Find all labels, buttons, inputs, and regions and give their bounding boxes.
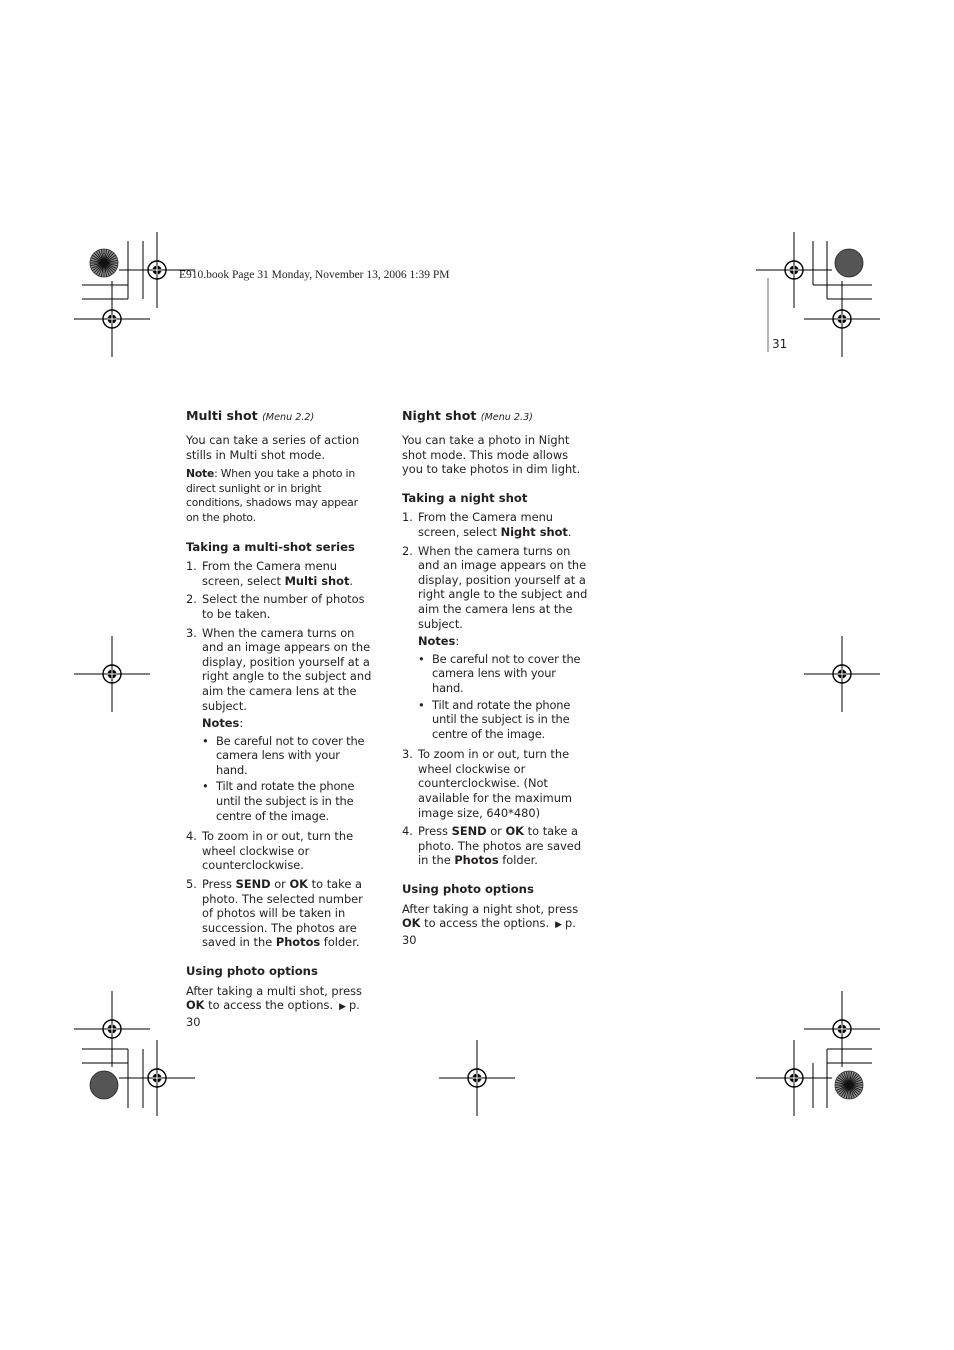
- step-number: 3.: [402, 747, 413, 762]
- note-label: Note: [186, 467, 215, 481]
- bullet-list: [202, 734, 372, 824]
- bullet-dot: •: [202, 779, 209, 794]
- taking-heading: Taking a night shot: [402, 490, 528, 505]
- bullet-item: • Be careful not to cover the camera lens with your hand.: [418, 651, 581, 695]
- print-header: E910.book Page 31 Monday, November 13, 2006 1:39 PM: [179, 269, 450, 281]
- bullet-item: • Be careful not to cover the camera lens with your hand.: [202, 733, 365, 777]
- step-number: 5.: [186, 877, 197, 892]
- left-column: [186, 408, 372, 1034]
- step-text: To zoom in or out, turn the wheel clockwise or counterclockwise. (Not available for the maximum image size, 640*480): [418, 747, 573, 820]
- step-text: Press SEND or OK to take a photo. The photos are saved in the Photos folder.: [418, 824, 582, 868]
- section-title: [402, 408, 588, 426]
- step-text: When the camera turns on and an image appears on the display, position yourself at a right angle to the subject and aim the camera lens at the subject. Notes: • Be careful not to cover the camera lens with your hand. • Tilt and rotate the phone until the subject is in the centre of the image.: [202, 625, 372, 823]
- bullet-dot: •: [202, 733, 209, 748]
- step-text: When the camera turns on and an image appears on the display, position yourself at a right angle to the subject and aim the camera lens at the subject. Notes: • Be careful not to cover the camera lens with your hand. • Tilt and rotate the phone until the subject is in the centre of the image.: [418, 543, 588, 741]
- step-text: From the Camera menu screen, select Multi shot.: [202, 559, 354, 588]
- step-text: To zoom in or out, turn the wheel clockwise or counterclockwise.: [202, 829, 354, 873]
- step-text: Select the number of photos to be taken.: [202, 592, 365, 621]
- section-title-text: Night shot: [402, 408, 477, 423]
- section-title-text: Multi shot: [186, 408, 258, 423]
- options-paragraph: After taking a night shot, press OK to access the options. ▶ p. 30: [402, 901, 579, 947]
- options-paragraph: After taking a multi shot, press OK to access the options. ▶ p. 30: [186, 983, 362, 1029]
- intro-paragraph: You can take a photo in Night shot mode. This mode allows you to take photos in dim light.: [402, 433, 581, 477]
- page-number: 31: [772, 337, 788, 351]
- menu-reference: (Menu 2.2): [262, 412, 315, 423]
- step-item: [186, 829, 372, 873]
- step-number: 1.: [402, 510, 413, 525]
- bullet-dot: •: [418, 697, 425, 712]
- menu-reference: (Menu 2.3): [480, 412, 533, 423]
- page-ref-arrow-icon: ▶: [555, 920, 563, 931]
- step-list: [402, 510, 588, 868]
- step-item: [402, 510, 588, 539]
- step-item: [402, 747, 588, 820]
- step-list: [186, 559, 372, 950]
- notes-label: Notes:: [202, 716, 244, 731]
- step-item: [186, 877, 372, 950]
- page-reference: p. 30: [186, 998, 360, 1029]
- step-item: [402, 824, 588, 868]
- intro-paragraph: You can take a series of action stills in Multi shot mode.: [186, 433, 360, 462]
- step-number: 2.: [402, 543, 413, 558]
- step-item: [186, 559, 372, 588]
- step-number: 2.: [186, 592, 197, 607]
- step-item: [402, 544, 588, 744]
- step-number: 1.: [186, 559, 197, 574]
- step-item: [186, 626, 372, 826]
- page-reference: p. 30: [402, 916, 576, 947]
- note-paragraph: [186, 467, 372, 525]
- taking-heading: Taking a multi-shot series: [186, 539, 355, 554]
- note-text: : When you take a photo in direct sunlight or in bright conditions, shadows may appear on the photo.: [186, 467, 358, 524]
- bullet-list: [418, 652, 588, 742]
- bullet-dot: •: [418, 651, 425, 666]
- step-number: 4.: [186, 829, 197, 844]
- step-number: 3.: [186, 625, 197, 640]
- section-title: [186, 408, 372, 426]
- bullet-item: • Tilt and rotate the phone until the subject is in the centre of the image.: [202, 779, 355, 823]
- notes-label: Notes:: [418, 634, 460, 649]
- options-heading: Using photo options: [402, 882, 534, 897]
- step-text: From the Camera menu screen, select Night shot.: [418, 510, 572, 539]
- step-item: [186, 592, 372, 621]
- page-ref-arrow-icon: ▶: [339, 1002, 347, 1013]
- step-number: 4.: [402, 824, 413, 839]
- step-text: Press SEND or OK to take a photo. The selected number of photos will be taken in succession. The photos are saved in the Photos folder.: [202, 877, 363, 950]
- options-heading: Using photo options: [186, 964, 318, 978]
- right-column: [402, 408, 588, 952]
- bullet-item: • Tilt and rotate the phone until the subject is in the centre of the image.: [418, 697, 571, 741]
